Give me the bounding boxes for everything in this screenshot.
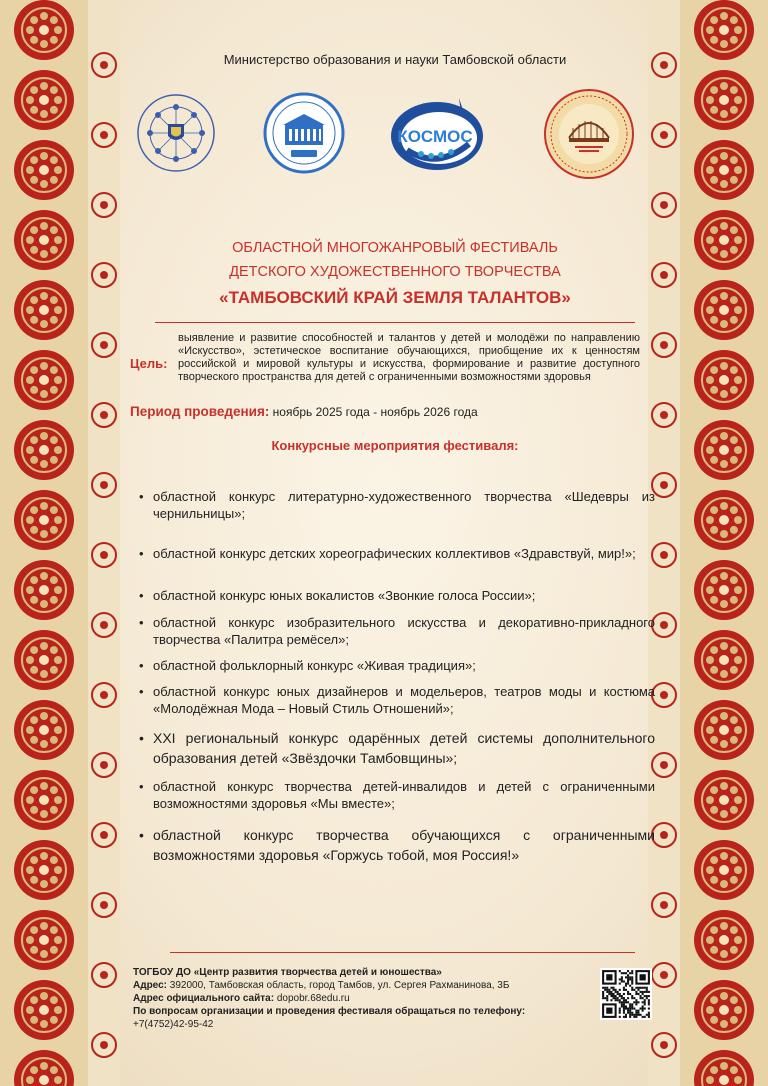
- events-list: [125, 0, 665, 1086]
- contact-label: По вопросам организации и проведения фестиваля обращаться по телефону:: [133, 1006, 526, 1017]
- phone-number[interactable]: +7(4752)42-95-42: [133, 1019, 214, 1030]
- ministry-name: Министерство образования и науки Тамбовской области: [223, 52, 567, 67]
- event-item: • XXI региональный конкурс одарённых детей системы дополнительного образования детей «Звёздочки Тамбовщины»;: [139, 728, 655, 768]
- events-title: Конкурсные мероприятия фестиваля:: [271, 438, 519, 453]
- goal-text: выявление и развитие способностей и талантов у детей и молодёжи по направлению «Искусство», эстетическое воспитание обучающихся, приобщение их к ценностям российской и мировой культуры и искусства, формирование и развитие доступного творческого пространства для детей с ограниченными возможностями здоровья: [178, 332, 640, 383]
- event-item: • областной конкурс изобразительного искусства и декоративно-прикладного творчества «Палитра ремёсел»;: [139, 614, 655, 648]
- festival-title-line-2: ДЕТСКОГО ХУДОЖЕСТВЕННОГО ТВОРЧЕСТВА: [229, 264, 561, 280]
- main-content: [125, 0, 665, 1086]
- period-value: ноябрь 2025 года - ноябрь 2026 года: [272, 405, 478, 419]
- footer-divider: [170, 952, 635, 953]
- address-label: Адрес:: [133, 980, 167, 991]
- festival-title-name: «ТАМБОВСКИЙ КРАЙ ЗЕМЛЯ ТАЛАНТОВ»: [219, 288, 571, 307]
- event-item: • областной конкурс юных дизайнеров и модельеров, театров моды и костюма «Молодёжная Мода – Новый Стиль Отношений»;: [139, 683, 655, 717]
- site-link[interactable]: dopobr.68edu.ru: [274, 993, 350, 1004]
- event-item: • областной конкурс юных вокалистов «Звонкие голоса России»;: [139, 587, 655, 604]
- site-label: Адрес официального сайта:: [133, 993, 275, 1004]
- event-item: • областной конкурс детских хореографических коллективов «Здравствуй, мир!»;: [139, 545, 655, 562]
- event-item: • областной конкурс литературно-художественного творчества «Шедевры из чернильницы»;: [139, 488, 655, 522]
- qr-code-icon[interactable]: [600, 968, 652, 1020]
- event-item: • областной конкурс творчества детей-инвалидов и детей с ограниченными возможностями здоровья «Мы вместе»;: [139, 778, 655, 812]
- footer-contacts: [133, 966, 583, 1031]
- ornament-border-left: [0, 0, 120, 1086]
- event-item: • областной конкурс творчества обучающихся с ограниченными возможностями здоровья «Горжусь тобой, моя Россия!»: [139, 825, 655, 865]
- ornament-border-right: [648, 0, 768, 1086]
- svg-text:КОСМОС: КОСМОС: [397, 127, 473, 146]
- period-label: Период проведения:: [130, 404, 270, 419]
- event-item: • областной фольклорный конкурс «Живая традиция»;: [139, 657, 655, 674]
- organizer-name: ТОГБОУ ДО «Центр развития творчества детей и юношества»: [133, 967, 442, 978]
- address-value: 392000, Тамбовская область, город Тамбов, ул. Сергея Рахманинова, 3Б: [167, 980, 510, 991]
- goal-label: Цель:: [130, 356, 168, 371]
- festival-title-line-1: ОБЛАСТНОЙ МНОГОЖАНРОВЫЙ ФЕСТИВАЛЬ: [232, 240, 558, 256]
